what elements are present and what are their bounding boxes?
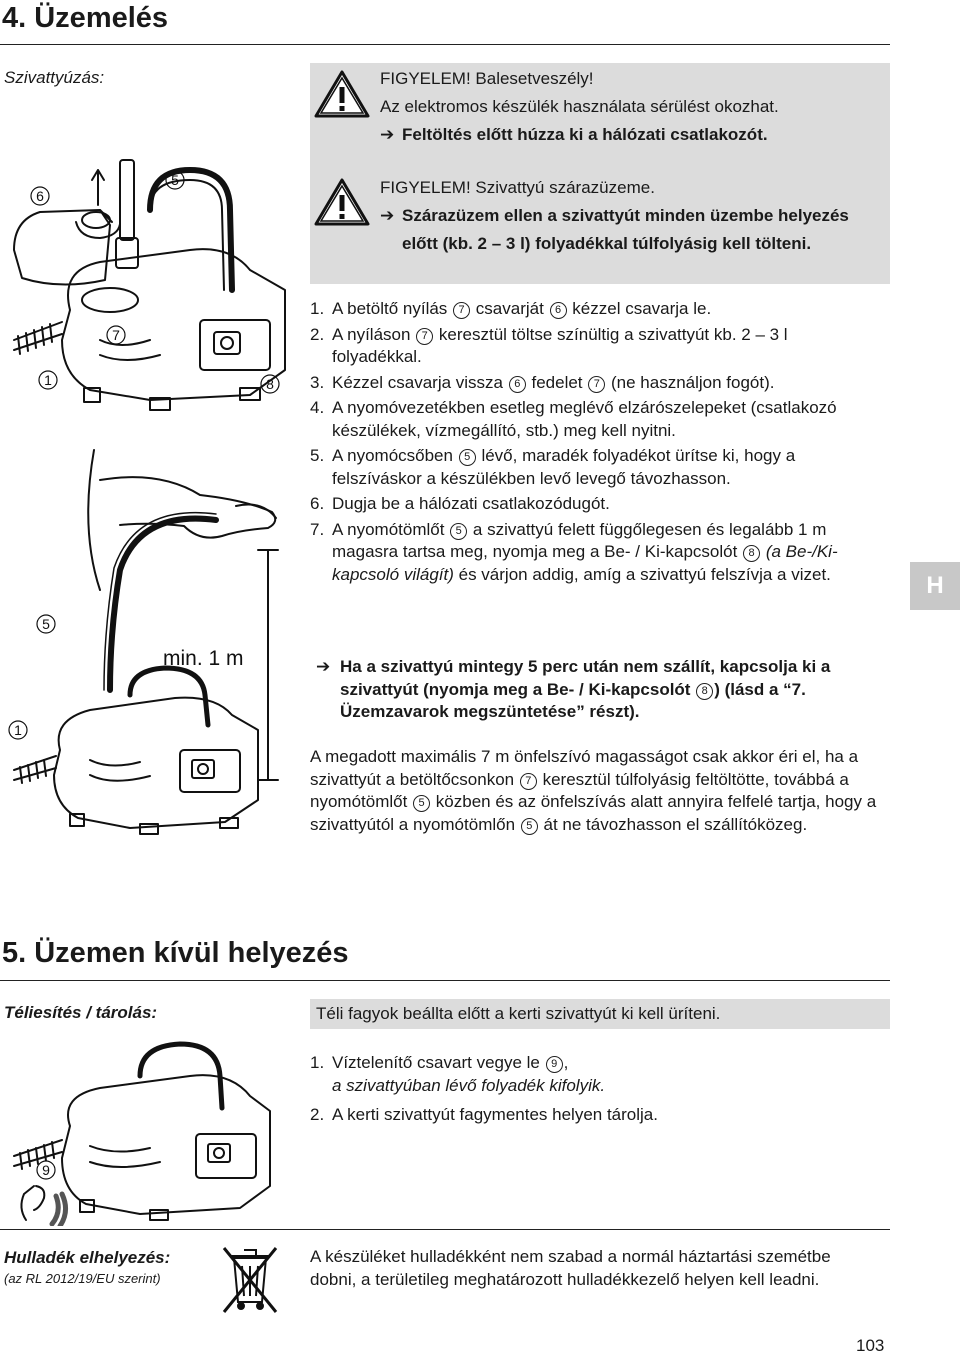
warning-1-heading: FIGYELEM! Balesetveszély! <box>380 69 594 88</box>
warning-triangle-icon <box>314 178 370 226</box>
callout-1b <box>9 721 27 739</box>
svg-text:1: 1 <box>44 372 52 388</box>
callout-badge: 5 <box>413 795 430 812</box>
pump-drain-illustration <box>0 1036 280 1226</box>
callout-badge: 5 <box>459 449 476 466</box>
step-6: 6. Dugja be a hálózati csatlakozódugót. <box>310 494 610 513</box>
no-delivery-note: ➔ Ha a szivattyú mintegy 5 perc után nem szállít, kapcsolja ki a szivattyút (nyomja meg a Be- / Ki-kapcsolót 8 ) (lásd a “7. Üzemzavarok megszüntetése” részt). <box>316 657 831 721</box>
section-5-title: 5. Üzemen kívül helyezés <box>2 937 349 969</box>
warning-1-line: Az elektromos készülék használata sérülést okozhat. <box>380 97 779 116</box>
callout-badge: 7 <box>588 376 605 393</box>
warning-1-action: ➔ Feltöltés előtt húzza ki a hálózati csatlakozót. <box>380 121 880 149</box>
self-priming-paragraph: A megadott maximális 7 m önfelszívó magasságot csak akkor éri el, ha a szivattyút a betöltőcsonkon 7 keresztül túlfolyásig feltöltötte, továbbá a nyomótömlőt 5 közben és az önfelszívás alatt annyira felfelé tartja, hogy a szivattyútól a nyomótömlőn 5 át ne távozhasson el szállítóközeg. <box>310 747 877 834</box>
callout-1 <box>39 371 57 389</box>
step-3: 3. Kézzel csavarja vissza 6 fedelet 7 (ne használjon fogót). <box>310 372 775 392</box>
svg-text:7: 7 <box>112 327 120 343</box>
disposal-sublabel: (az RL 2012/19/EU szerint) <box>4 1271 161 1286</box>
callout-badge: 7 <box>453 302 470 319</box>
pump-filling-illustration <box>0 150 300 840</box>
disposal-text: A készüléket hulladékként nem szabad a normál háztartási szemétbe dobni, a területileg meghatározott hulladékkezelő helyen kell leadni. <box>310 1247 831 1289</box>
callout-5b <box>37 615 55 633</box>
svg-text:6: 6 <box>36 188 44 204</box>
arrow-right-icon: ➔ <box>316 657 331 676</box>
section-4-rule <box>0 44 890 45</box>
disposal-rule <box>0 1229 890 1230</box>
step-2: 2. A nyíláson 7 keresztül töltse színültig a szivattyút kb. 2 – 3 l folyadékkal. <box>310 324 788 366</box>
callout-badge: 8 <box>743 545 760 562</box>
arrow-right-icon: ➔ <box>380 125 395 144</box>
arrow-right-icon: ➔ <box>380 206 395 225</box>
operation-steps <box>310 298 870 589</box>
svg-text:1: 1 <box>14 722 22 738</box>
step-5: 5. A nyomócsőben 5 lévő, maradék folyadékot ürítse ki, hogy a felszíváskor a készülékben levő levegő távozhasson. <box>310 446 796 488</box>
callout-badge: 9 <box>546 1056 563 1073</box>
min-height-label: min. 1 m <box>163 647 244 670</box>
callout-7 <box>107 326 125 344</box>
callout-badge: 5 <box>521 818 538 835</box>
winter-step-2: 2. A kerti szivattyút fagymentes helyen tárolja. <box>310 1105 658 1124</box>
svg-text:5: 5 <box>171 172 179 188</box>
step-1: 1. A betöltő nyílás 7 csavarját 6 kézzel csavarja le. <box>310 299 712 318</box>
step-4: 4. A nyomóvezetékben esetleg meglévő elzárószelepeket (csatlakozó készülékek, vízmegállító, stb.) meg kell nyitni. <box>310 398 837 440</box>
section-4-label: Szivattyúzás: <box>4 68 105 87</box>
page-number: 103 <box>856 1336 885 1355</box>
warning-triangle-icon <box>314 70 370 118</box>
warning-2-action: ➔ Szárazüzem ellen a szivattyút minden üzembe helyezés előtt (kb. 2 – 3 l) folyadékkal túlfolyásig kell tölteni. <box>380 202 880 258</box>
callout-badge: 8 <box>696 683 713 700</box>
winter-step-1: 1. Víztelenítő csavart vegye le 9 , a szivattyúban lévő folyadék kifolyik. <box>310 1053 606 1095</box>
warning-2-heading: FIGYELEM! Szivattyú szárazüzeme. <box>380 178 655 197</box>
callout-9 <box>37 1161 55 1179</box>
language-side-tab: H <box>910 562 960 610</box>
callout-badge: 7 <box>520 773 537 790</box>
callout-badge: 5 <box>450 523 467 540</box>
svg-text:5: 5 <box>42 616 50 632</box>
warning-2 <box>380 174 880 258</box>
svg-text:8: 8 <box>266 376 274 392</box>
winter-steps <box>310 1052 870 1130</box>
disposal-label: Hulladék elhelyezés: <box>4 1248 171 1267</box>
section-4-title: 4. Üzemelés <box>2 2 169 34</box>
crossed-bin-icon <box>220 1244 280 1316</box>
step-7: 7. A nyomótömlőt 5 a szivattyú felett függőlegesen és legalább 1 m magasra tartsa meg, nyomja meg a Be- / Ki-kapcsolót 8 (a Be-/Ki-kapcsoló világít) és várjon addig, amíg a szivattyú felszívja a vizet. <box>310 519 838 584</box>
winterize-label: Téliesítés / tárolás: <box>4 1003 158 1022</box>
callout-badge: 6 <box>509 376 526 393</box>
svg-text:9: 9 <box>42 1162 50 1178</box>
section-5-rule <box>0 980 890 981</box>
callout-badge: 6 <box>550 302 567 319</box>
callout-badge: 7 <box>416 328 433 345</box>
winter-intro: Téli fagyok beállta előtt a kerti szivattyút ki kell üríteni. <box>316 1004 721 1023</box>
warning-1 <box>380 65 880 149</box>
callout-6 <box>31 187 49 205</box>
